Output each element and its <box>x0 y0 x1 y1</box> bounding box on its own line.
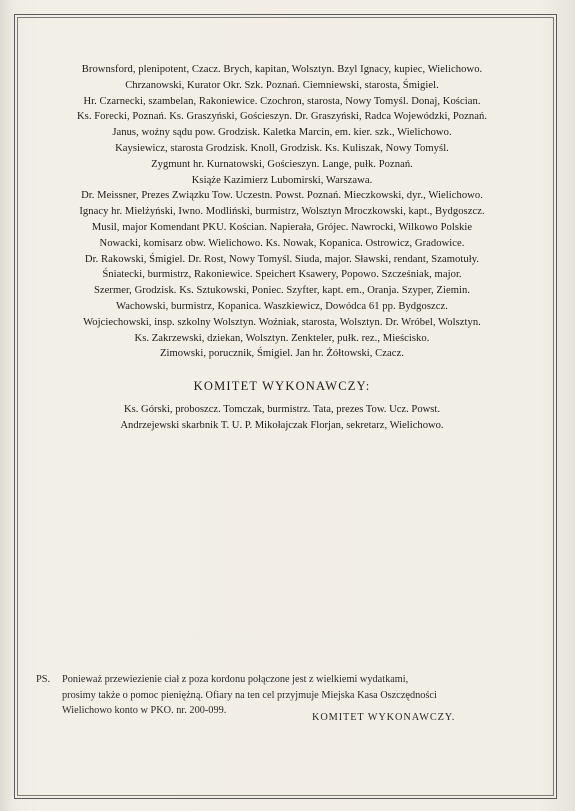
member-line: Wojciechowski, insp. szkolny Wolsztyn. Woźniak, starosta, Wolsztyn. Dr. Wróbel, Wolsztyn. <box>83 316 481 328</box>
member-line: Ks. Zakrzewski, dziekan, Wolsztyn. Zenkteler, pułk. rez., Mieścisko. <box>134 332 430 344</box>
postscript-text: Ponieważ przewiezienie ciał z poza kordonu połączone jest z wielkiemi wydatkami, <box>62 674 409 685</box>
member-line: Kaysiewicz, starosta Grodzisk. Knoll, Grodzisk. Ks. Kuliszak, Nowy Tomyśl. <box>115 142 449 154</box>
member-line: Ks. Forecki, Poznań. Ks. Graszyński, Gościeszyn. Dr. Graszyński, Radca Wojewódzki, Poznań. <box>76 111 488 123</box>
postscript <box>36 672 541 719</box>
member-line: Śniatecki, burmistrz, Rakoniewice. Speichert Ksawery, Popowo. Szcześniak, major. <box>102 269 462 281</box>
postscript-line <box>36 703 541 719</box>
committee-heading: KOMITET WYKONAWCZY: <box>193 379 371 393</box>
member-line: Dr. Rakowski, Śmigiel. Dr. Rost, Nowy Tomyśl. Siuda, major. Sławski, rendant, Szamotuły. <box>84 253 480 265</box>
member-line: Chrzanowski, Kurator Okr. Szk. Poznań. Ciemniewski, starosta, Śmigiel. <box>125 79 439 91</box>
member-line: Dr. Meissner, Prezes Związku Tow. Uczestn. Powst. Poznań. Mieczkowski, dyr., Wielichowo. <box>81 190 483 202</box>
postscript-signature: KOMITET WYKONAWCZY. <box>312 712 456 723</box>
postscript-text: Wielichowo konto w PKO. nr. 200-099. <box>62 705 227 717</box>
postscript-label: PS. <box>36 674 51 685</box>
postscript-line <box>36 688 541 704</box>
postscript-text: prosimy także o pomoc pieniężną. Ofiary na ten cel przyjmuje Miejska Kasa Oszczędności <box>62 689 437 701</box>
member-line: Szermer, Grodzisk. Ks. Sztukowski, Poniec. Szyfter, kapt. em., Oranja. Szyper, Ziemin. <box>93 285 471 297</box>
committee-line: Andrzejewski skarbnik T. U. P. Mikołajczak Florjan, sekretarz, Wielichowo. <box>120 419 444 431</box>
committee-line: Ks. Górski, proboszcz. Tomczak, burmistrz. Tata, prezes Tow. Ucz. Powst. <box>123 404 440 415</box>
member-line: Książe Kazimierz Lubomirski, Warszawa. <box>191 174 373 186</box>
member-line: Brownsford, plenipotent, Czacz. Brych, kapitan, Wolsztyn. Bzyl Ignacy, kupiec, Wielichowo. <box>81 64 483 75</box>
honorary-members-list <box>22 62 542 362</box>
postscript-line <box>36 672 541 688</box>
member-line: Musil, major Komendant PKU. Kościan. Napierała, Grójec. Nawrocki, Wilkowo Polskie <box>91 221 473 233</box>
member-line: Nowacki, komisarz obw. Wielichowo. Ks. Nowak, Kopanica. Ostrowicz, Gradowice. <box>99 237 465 249</box>
member-line: Hr. Czarnecki, szambelan, Rakoniewice. Czochron, starosta, Nowy Tomyśl. Donaj, Kościan. <box>83 95 481 107</box>
member-line: Wachowski, burmistrz, Kopanica. Waszkiewicz, Dowódca 61 pp. Bydgoszcz. <box>116 300 448 312</box>
member-line: Ignacy hr. Mielżyński, Iwno. Modliński, burmistrz, Wolsztyn Mroczkowski, kapt., Bydgoszcz. <box>79 206 485 218</box>
member-line: Zimowski, porucznik, Śmigiel. Jan hr. Żółtowski, Czacz. <box>159 348 404 360</box>
committee-members <box>22 402 542 434</box>
member-line: Janus, woźny sądu pow. Grodzisk. Kaletka Marcin, em. kier. szk., Wielichowo. <box>112 127 452 139</box>
member-line: Zygmunt hr. Kurnatowski, Gościeszyn. Lange, pułk. Poznań. <box>151 158 413 170</box>
